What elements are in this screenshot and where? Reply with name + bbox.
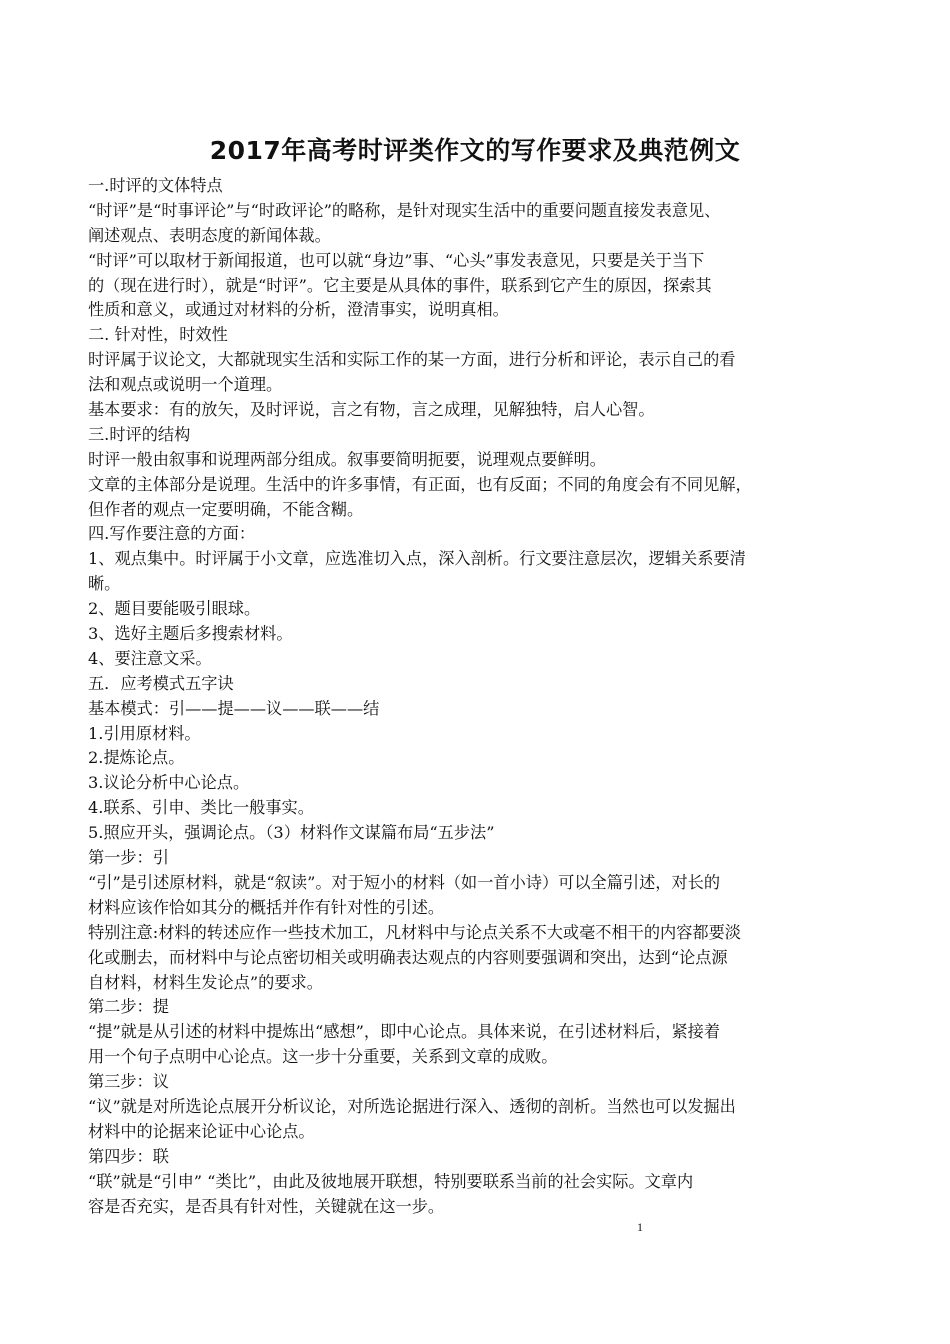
text-line: 化或删去，而材料中与论点密切相关或明确表达观点的内容则要强调和突出，达到“论点源 — [88, 947, 728, 967]
text-line: 二. 针对性，时效性 — [88, 325, 228, 345]
text-line: 阐述观点、表明态度的新闻体裁。 — [88, 225, 331, 245]
text-line: 文章的主体部分是说理。生活中的许多事情，有正面，也有反面；不同的角度会有不同见解， — [88, 474, 752, 494]
text-line: 时评属于议论文，大都就现实生活和实际工作的某一方面，进行分析和评论，表示自己的看 — [88, 350, 736, 370]
text-line: 材料应该作恰如其分的概括并作有针对性的引述。 — [88, 897, 445, 917]
text-line: 用一个句子点明中心论点。这一步十分重要，关系到文章的成败。 — [88, 1047, 558, 1067]
text-line: 第一步：引 — [88, 848, 169, 868]
text-line: “提”就是从引述的材料中提炼出“感想”，即中心论点。具体来说，在引述材料后，紧接着 — [88, 1022, 721, 1042]
text-line: 第二步：提 — [88, 997, 169, 1017]
text-line: 5.照应开头，强调论点。（3）材料作文谋篇布局“五步法” — [88, 823, 495, 843]
text-line: 2、题目要能吸引眼球。 — [88, 599, 261, 619]
text-line: 1.引用原材料。 — [88, 723, 201, 743]
text-line: 基本模式：引——提——议——联——结 — [88, 698, 380, 718]
text-line: “联”就是“引申” “类比”，由此及彼地展开联想，特别要联系当前的社会实际。文章内 — [88, 1171, 694, 1191]
text-line: 材料中的论据来论证中心论点。 — [88, 1121, 315, 1141]
text-line: 的（现在进行时），就是“时评”。它主要是从具体的事件，联系到它产生的原因，探索其 — [88, 275, 712, 295]
text-line: 三.时评的结构 — [88, 424, 191, 444]
text-line: “引”是引述原材料，就是“叙读”。对于短小的材料（如一首小诗）可以全篇引述，对长的 — [88, 872, 721, 892]
text-line: 第三步：议 — [88, 1072, 169, 1092]
document-body — [88, 174, 878, 1219]
text-line: 性质和意义，或通过对材料的分析，澄清事实，说明真相。 — [88, 300, 509, 320]
text-line: 4.联系、引申、类比一般事实。 — [88, 798, 314, 818]
text-line: “议”就是对所选论点展开分析议论，对所选论据进行深入、透彻的剖析。当然也可以发掘出 — [88, 1096, 736, 1116]
text-line: 3.议论分析中心论点。 — [88, 773, 250, 793]
text-line: 时评一般由叙事和说理两部分组成。叙事要简明扼要，说理观点要鲜明。 — [88, 449, 606, 469]
text-line: 特别注意:材料的转述应作一些技术加工，凡材料中与论点关系不大或毫不相干的内容都要淡 — [88, 922, 741, 942]
text-line: 法和观点或说明一个道理。 — [88, 375, 283, 395]
text-line: 四.写作要注意的方面： — [88, 524, 256, 544]
text-line: 第四步：联 — [88, 1146, 169, 1166]
text-line: 自材料，材料生发论点”的要求。 — [88, 972, 323, 992]
text-line: 晰。 — [88, 574, 121, 594]
text-line: 2.提炼论点。 — [88, 748, 185, 768]
text-line: 容是否充实，是否具有针对性，关键就在这一步。 — [88, 1196, 445, 1216]
text-line: 4、要注意文采。 — [88, 648, 212, 668]
text-line: 但作者的观点一定要明确，不能含糊。 — [88, 499, 364, 519]
text-line: 1、观点集中。时评属于小文章，应选准切入点，深入剖析。行文要注意层次，逻辑关系要清 — [88, 549, 746, 569]
text-line: 一.时评的文体特点 — [88, 176, 223, 195]
text-line: “时评”是“时事评论”与“时政评论”的略称，是针对现实生活中的重要问题直接发表意见、 — [88, 200, 721, 220]
document-title: 2017年高考时评类作文的写作要求及典范例文 — [209, 136, 741, 165]
text-line: 3、选好主题后多搜索材料。 — [88, 624, 293, 644]
text-line: 基本要求：有的放矢，及时评说，言之有物，言之成理，见解独特，启人心智。 — [88, 400, 655, 420]
page-number: 1 — [637, 1220, 643, 1234]
text-line: “时评”可以取材于新闻报道，也可以就“身边”事、“心头”事发表意见，只要是关于当下 — [88, 250, 705, 270]
text-line: 五．应考模式五字诀 — [88, 673, 234, 693]
